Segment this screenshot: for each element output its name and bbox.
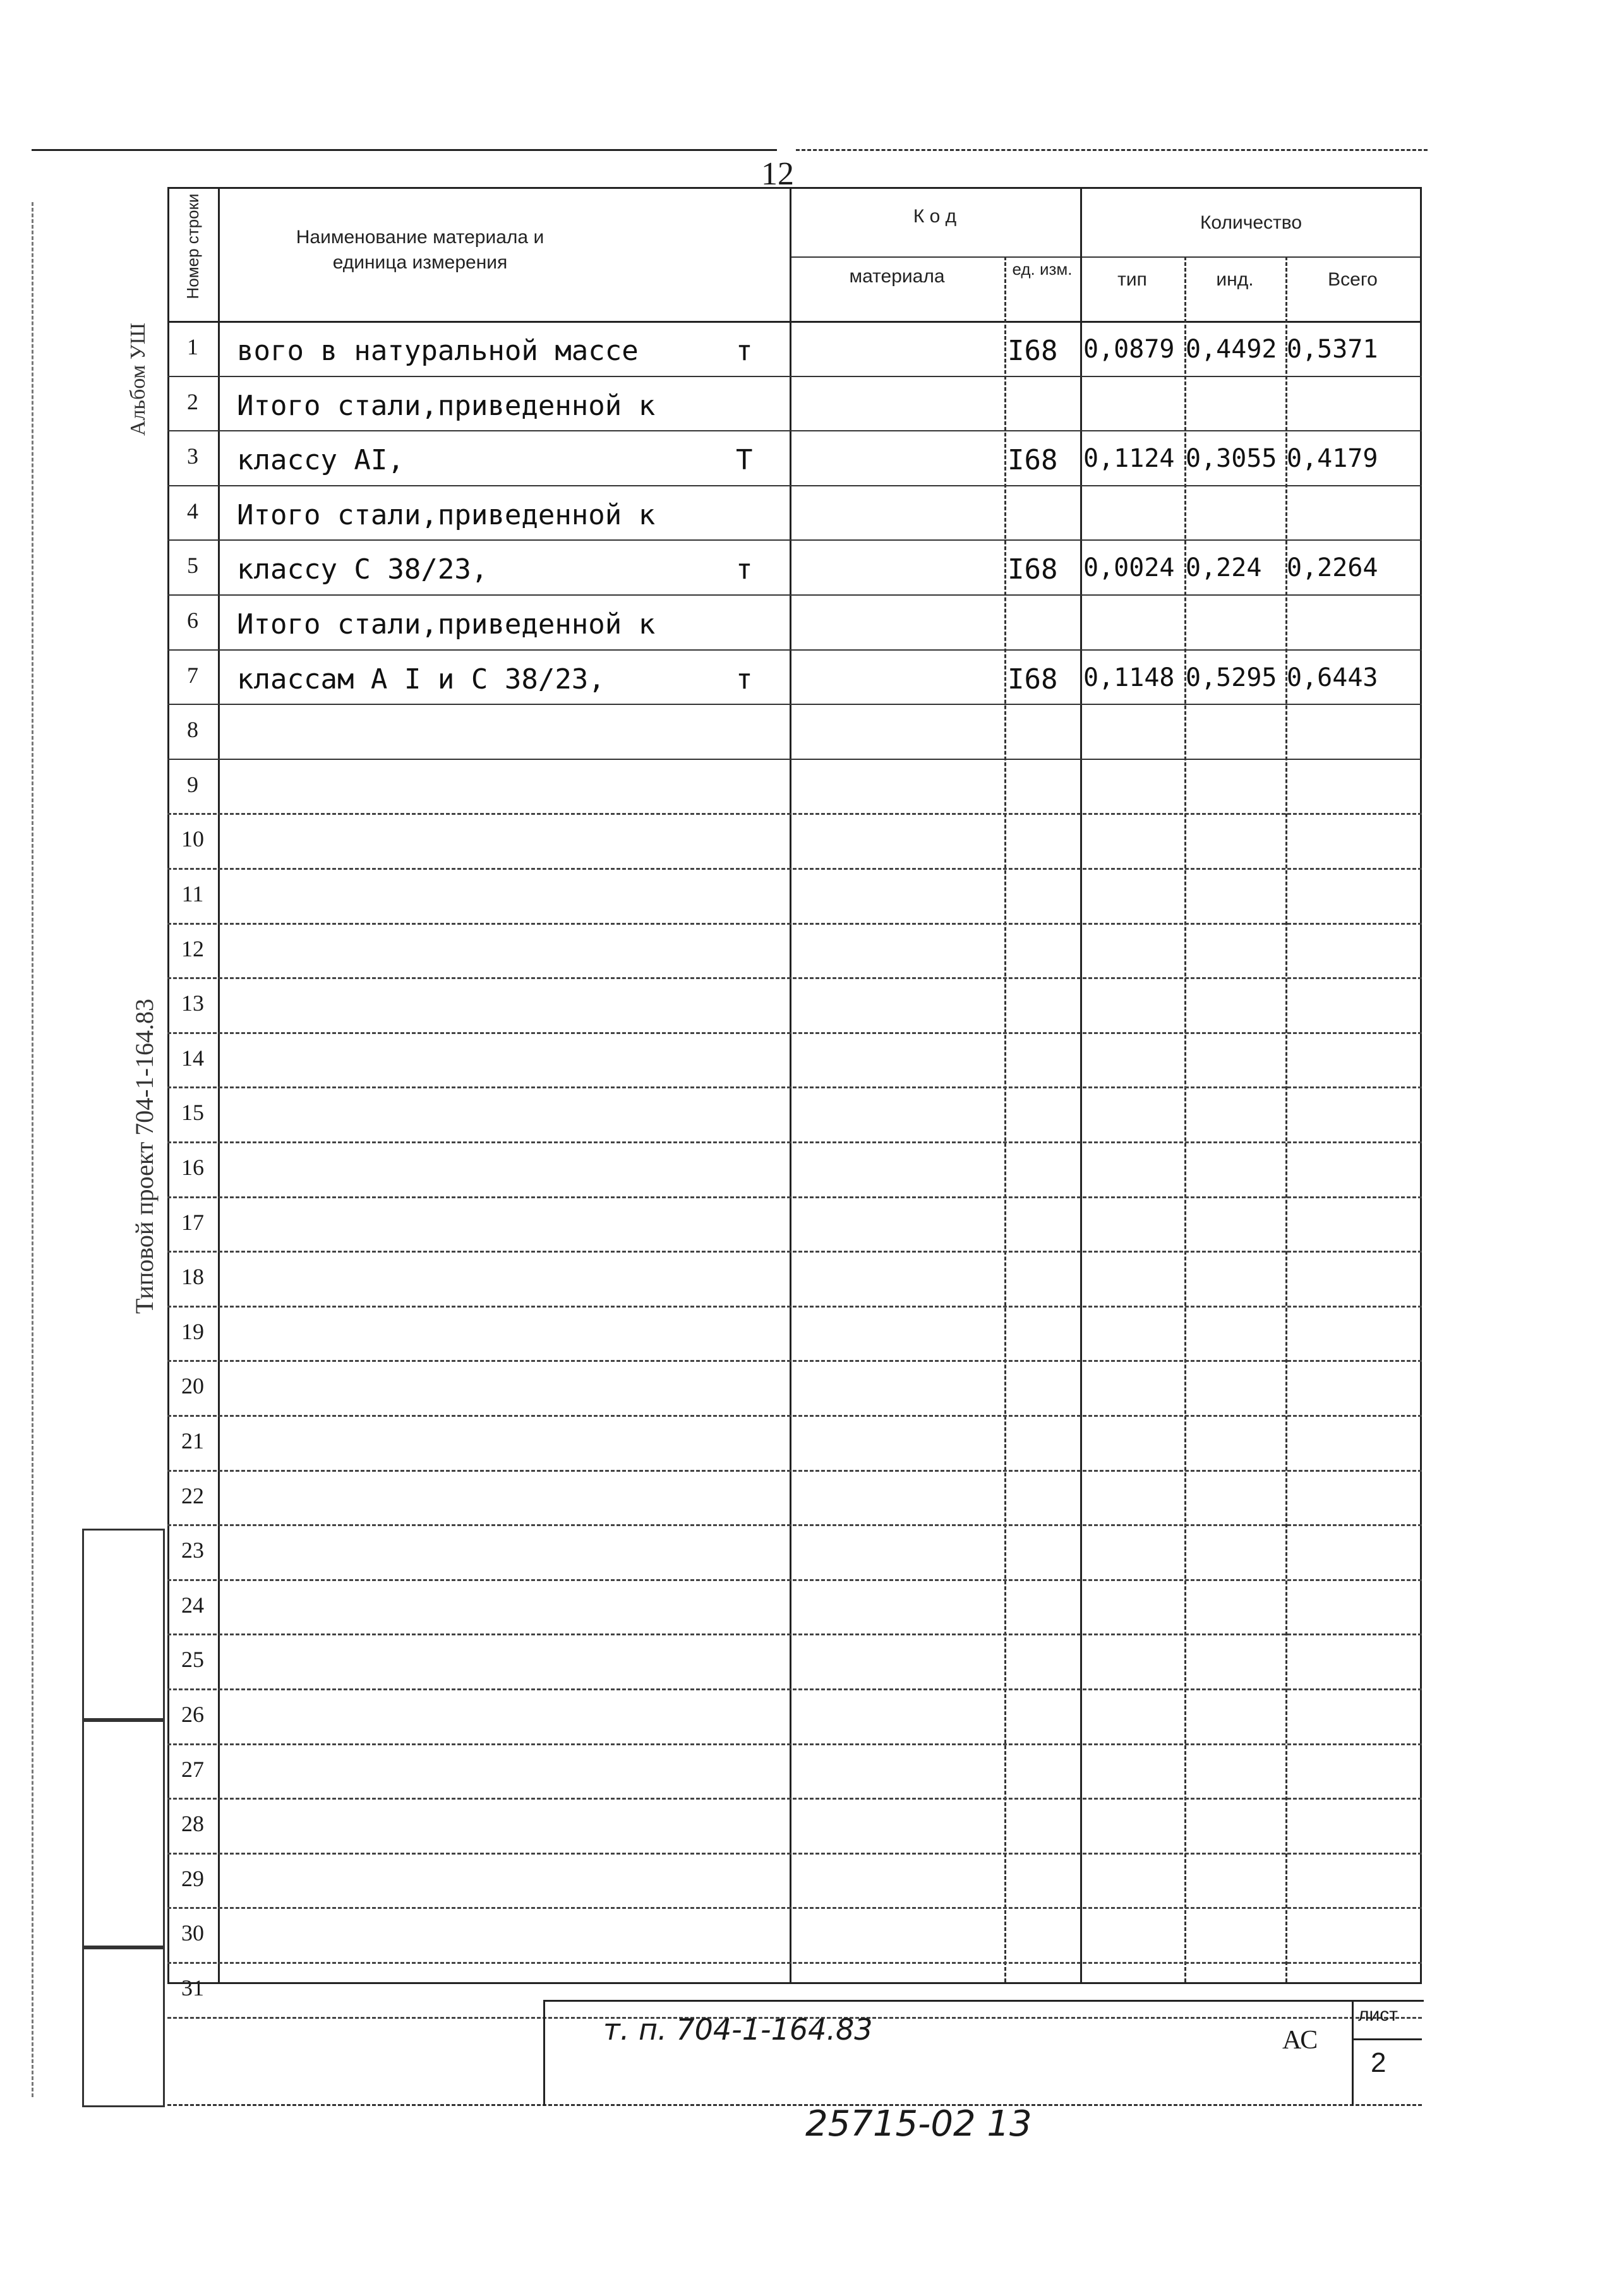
header-row-number: Номер строки	[183, 193, 202, 299]
margin-stamp-1	[82, 1529, 165, 1722]
margin-stamp-3	[82, 1946, 165, 2107]
cell-type: 0,0024	[1083, 553, 1175, 583]
header-qty-total: Всего	[1328, 269, 1378, 290]
row-divider	[167, 1032, 1422, 1034]
header-qty-type: тип	[1117, 269, 1147, 290]
project-label: Типовой проект 704-1-164.83	[130, 999, 159, 1314]
cell-unit: Т	[736, 444, 753, 477]
col-line-right	[1420, 187, 1422, 1982]
row-divider	[167, 1251, 1422, 1253]
cell-ind: 0,3055	[1186, 444, 1277, 474]
row-divider	[167, 1470, 1422, 1472]
top-rule-dashed	[796, 149, 1428, 151]
row-number: 5	[187, 553, 198, 579]
row-divider	[167, 1743, 1422, 1745]
cell-unit: т	[736, 335, 753, 367]
cell-total: 0,2264	[1287, 553, 1378, 583]
row-number: 3	[187, 443, 198, 469]
cell-type: 0,1148	[1083, 663, 1175, 692]
cell-name: вого в натуральной массе	[237, 335, 639, 367]
row-divider	[167, 1086, 1422, 1088]
table-top-border	[167, 187, 1422, 189]
row-divider	[167, 485, 1422, 486]
cell-type: 0,1124	[1083, 444, 1175, 474]
row-number: 12	[181, 935, 204, 961]
margin-dashes	[32, 202, 33, 2097]
header-code-unit: ед. изм.	[1012, 260, 1073, 279]
row-divider	[167, 1141, 1422, 1143]
row-divider	[167, 1306, 1422, 1308]
row-divider	[167, 594, 1422, 596]
row-divider	[167, 813, 1422, 815]
title-block-designation: т. п. 704-1-164.83	[603, 2012, 873, 2047]
cell-ind: 0,4492	[1186, 335, 1277, 364]
header-bottom-border	[167, 321, 1422, 323]
cell-name: Итого стали,приведенной к	[237, 608, 656, 641]
cell-name: Итого стали,приведенной к	[237, 498, 656, 531]
title-block	[167, 1982, 1422, 2106]
row-divider	[167, 376, 1422, 377]
row-divider	[167, 1633, 1422, 1635]
row-number: 26	[181, 1702, 204, 1727]
cell-unit: т	[736, 553, 753, 586]
row-number: 21	[181, 1428, 204, 1453]
inventory-number: 25715-02 13	[805, 2103, 1032, 2145]
title-block-section: АС	[1282, 2026, 1318, 2055]
row-number: 30	[181, 1920, 204, 1946]
row-number: 9	[187, 771, 198, 797]
row-number: 11	[181, 881, 204, 906]
cell-type: 0,0879	[1083, 335, 1175, 364]
cell-name: классу AI,	[237, 444, 404, 477]
row-divider	[167, 1196, 1422, 1198]
row-divider	[167, 1907, 1422, 1909]
row-divider	[167, 1360, 1422, 1362]
row-number: 18	[181, 1264, 204, 1290]
cell-ind: 0,224	[1186, 553, 1262, 583]
col-line-code	[1004, 256, 1006, 1982]
cell-code: I68	[1007, 553, 1058, 586]
row-divider	[167, 868, 1422, 870]
top-rule	[32, 149, 777, 151]
cell-total: 0,4179	[1287, 444, 1378, 474]
row-number: 24	[181, 1592, 204, 1618]
row-number: 4	[187, 498, 198, 524]
col-line-rownum	[218, 187, 220, 1982]
header-material-name: Наименование материала и единица измерения	[296, 227, 544, 273]
row-number: 8	[187, 717, 198, 743]
row-number: 20	[181, 1373, 204, 1399]
row-number: 27	[181, 1756, 204, 1782]
row-number: 1	[187, 334, 198, 359]
row-number: 19	[181, 1318, 204, 1344]
row-divider	[167, 923, 1422, 925]
cell-code: I68	[1007, 444, 1058, 477]
margin-stamp-2	[82, 1718, 165, 1949]
page-number: 12	[761, 156, 794, 192]
cell-name: Итого стали,приведенной к	[237, 389, 656, 422]
row-number: 22	[181, 1483, 204, 1508]
title-block-sheet-label: лист	[1358, 2004, 1398, 2025]
album-label: Альбом УШ	[126, 322, 150, 436]
col-line-type	[1184, 256, 1186, 1982]
row-number: 6	[187, 608, 198, 633]
header-code-material: материала	[849, 266, 945, 287]
col-line-ind	[1285, 256, 1287, 1982]
row-number: 7	[187, 662, 198, 688]
row-number: 29	[181, 1865, 204, 1891]
row-number: 15	[181, 1100, 204, 1126]
cell-name: классу С 38/23,	[237, 553, 488, 586]
row-divider	[167, 704, 1422, 705]
row-number: 13	[181, 990, 204, 1016]
header-code: К о д	[913, 206, 957, 227]
row-divider	[167, 1853, 1422, 1855]
cell-total: 0,5371	[1287, 335, 1378, 364]
header-qty-ind: инд.	[1216, 269, 1254, 290]
row-number: 17	[181, 1209, 204, 1235]
row-divider	[167, 1524, 1422, 1526]
row-divider	[167, 539, 1422, 541]
cell-code: I68	[1007, 335, 1058, 367]
row-divider	[167, 977, 1422, 979]
row-number: 31	[181, 1975, 204, 2000]
row-divider	[167, 1798, 1422, 1800]
cell-ind: 0,5295	[1186, 663, 1277, 692]
col-line-unit	[1080, 187, 1082, 1982]
row-divider	[167, 649, 1422, 651]
row-divider	[167, 430, 1422, 431]
col-line-name	[790, 187, 791, 1982]
row-divider	[167, 1579, 1422, 1581]
cell-code: I68	[1007, 663, 1058, 695]
cell-total: 0,6443	[1287, 663, 1378, 692]
cell-unit: т	[736, 663, 753, 695]
row-number: 2	[187, 388, 198, 414]
row-divider	[167, 1415, 1422, 1417]
title-block-sheet-divider	[1352, 2038, 1422, 2040]
row-divider	[167, 1962, 1422, 1964]
cell-name: классам А I и С 38/23,	[237, 663, 605, 695]
materials-table	[167, 187, 1422, 2000]
row-number: 10	[181, 826, 204, 852]
row-divider	[167, 1688, 1422, 1690]
header-quantity: Количество	[1200, 212, 1302, 233]
row-number: 28	[181, 1811, 204, 1837]
title-block-sheet-number: 2	[1371, 2047, 1386, 2078]
header-subline	[790, 256, 1422, 258]
row-divider	[167, 759, 1422, 760]
row-number: 16	[181, 1155, 204, 1180]
row-number: 23	[181, 1537, 204, 1563]
row-number: 14	[181, 1045, 204, 1071]
row-number: 25	[181, 1647, 204, 1673]
